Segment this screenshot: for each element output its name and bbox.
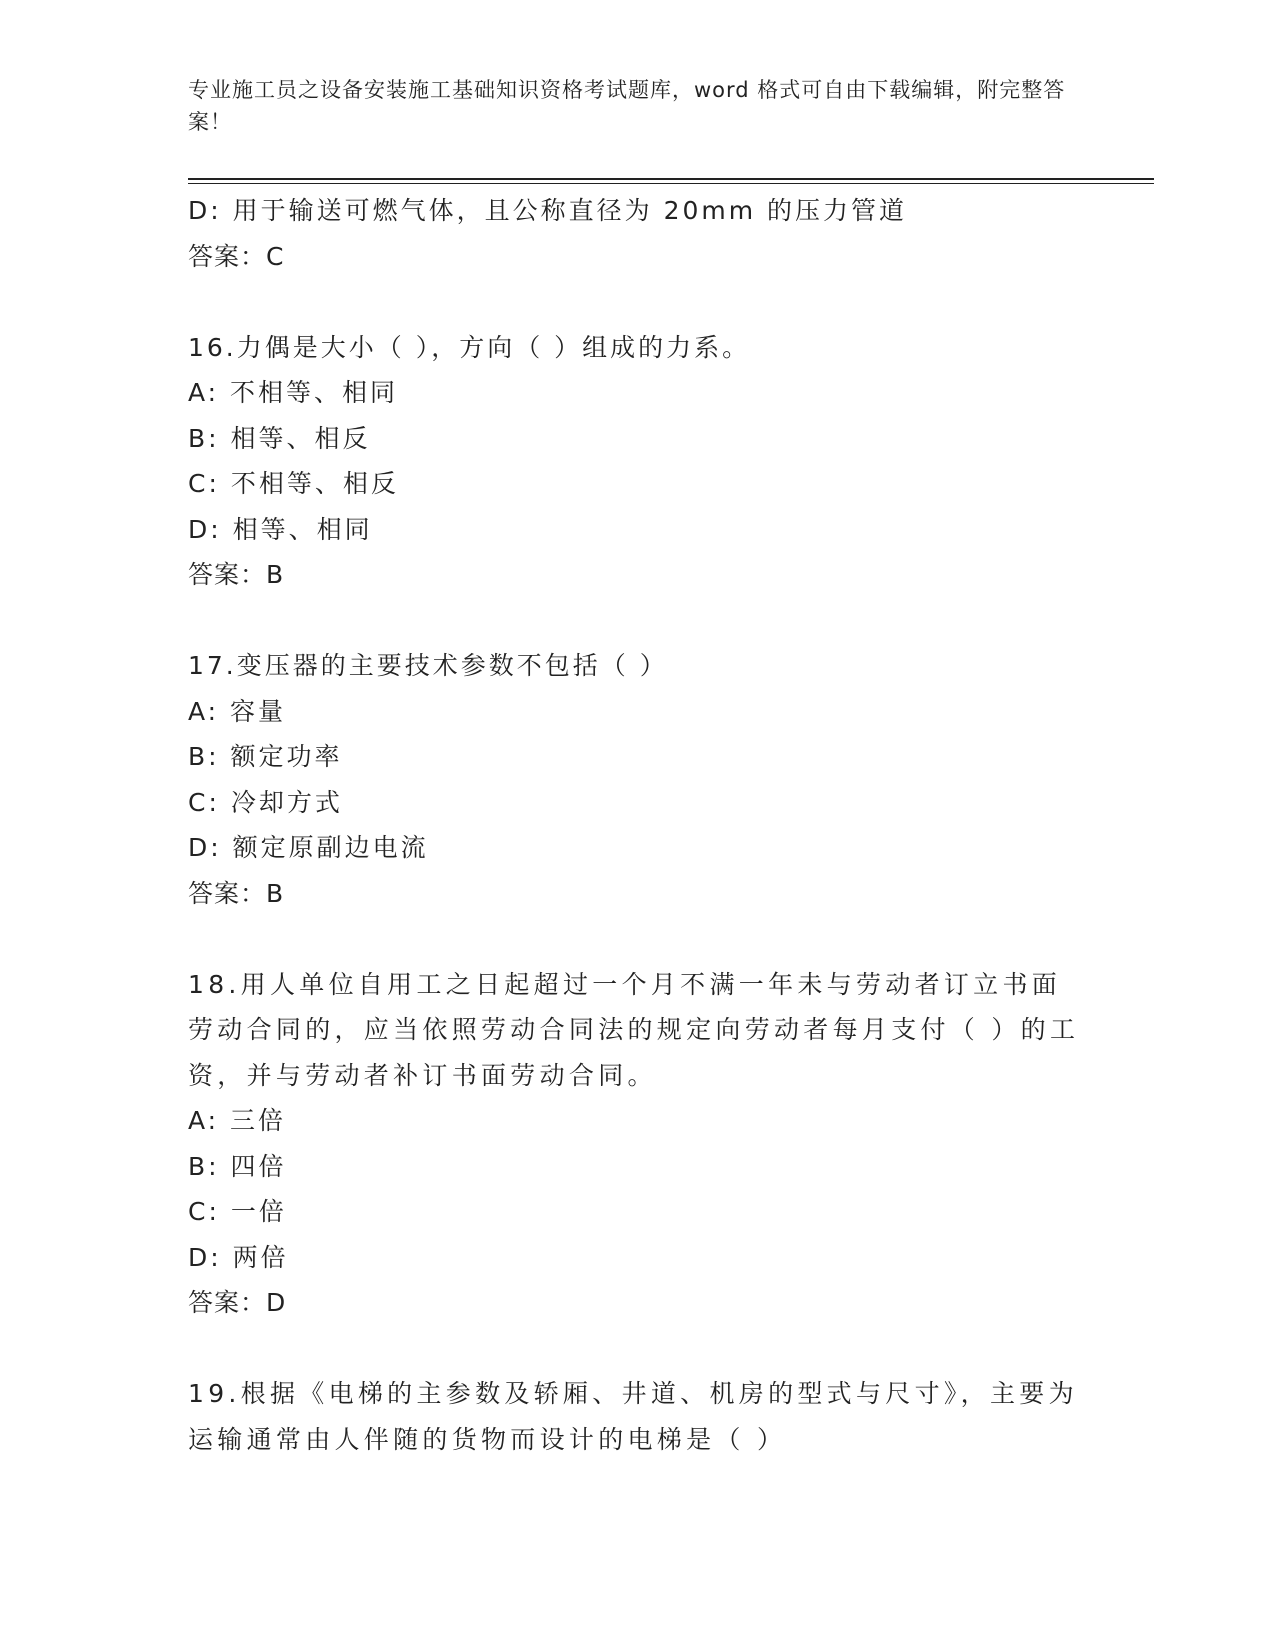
question-number: 16. (188, 332, 237, 362)
question-list (188, 188, 1088, 1462)
answer-label: 答案：C (188, 241, 285, 271)
option-c: C: 冷却方式 (188, 787, 343, 817)
option-a: A: 容量 (188, 696, 287, 726)
question-stem (188, 962, 1088, 1099)
spacer (188, 1326, 1088, 1372)
question-text: 变压器的主要技术参数不包括（ ） (236, 651, 668, 680)
spacer (188, 598, 1088, 644)
header-title: 专业施工员之设备安装施工基础知识资格考试题库，word 格式可自由下载编辑，附完整答案！ (188, 78, 1066, 134)
question-number: 18. (188, 969, 241, 999)
option-c: C: 不相等、相反 (188, 469, 399, 498)
option-b: B: 额定功率 (188, 742, 343, 771)
question-text: 力偶是大小（ ），方向（ ）组成的力系。 (236, 332, 751, 362)
answer-label: 答案：B (188, 560, 285, 589)
option-a: A: 不相等、相同 (188, 378, 399, 407)
question-text: 根据《电梯的主参数及轿厢、井道、机房的型式与尺寸》，主要为运输通常由人伴随的货物而设计的电梯是（ ） (188, 1379, 1078, 1454)
header-divider-thin (188, 183, 1154, 184)
answer-label: 答案：B (188, 878, 285, 908)
question-number: 17. (188, 651, 237, 680)
spacer (188, 279, 1088, 325)
question-stem (188, 325, 1088, 371)
spacer (188, 916, 1088, 962)
option-b: B: 相等、相反 (188, 423, 371, 453)
question-stem (188, 643, 1088, 689)
header-divider-thick (188, 178, 1154, 180)
document-header (188, 74, 1088, 138)
option-d: D: 相等、相同 (188, 514, 373, 544)
answer-label: 答案：D (188, 1288, 287, 1317)
option-b: B: 四倍 (188, 1151, 287, 1181)
question-text: 用人单位自用工之日起超过一个月不满一年未与劳动者订立书面劳动合同的，应当依照劳动合同法的规定向劳动者每月支付（ ）的工资，并与劳动者补订书面劳动合同。 (188, 969, 1080, 1090)
option-d: D: 用于输送可燃气体，且公称直径为 20mm 的压力管道 (188, 196, 908, 225)
option-a: A: 三倍 (188, 1106, 287, 1135)
option-c: C: 一倍 (188, 1197, 287, 1226)
option-d: D: 两倍 (188, 1242, 289, 1272)
option-d: D: 额定原副边电流 (188, 833, 429, 862)
question-stem (188, 1371, 1088, 1462)
question-number: 19. (188, 1379, 241, 1408)
